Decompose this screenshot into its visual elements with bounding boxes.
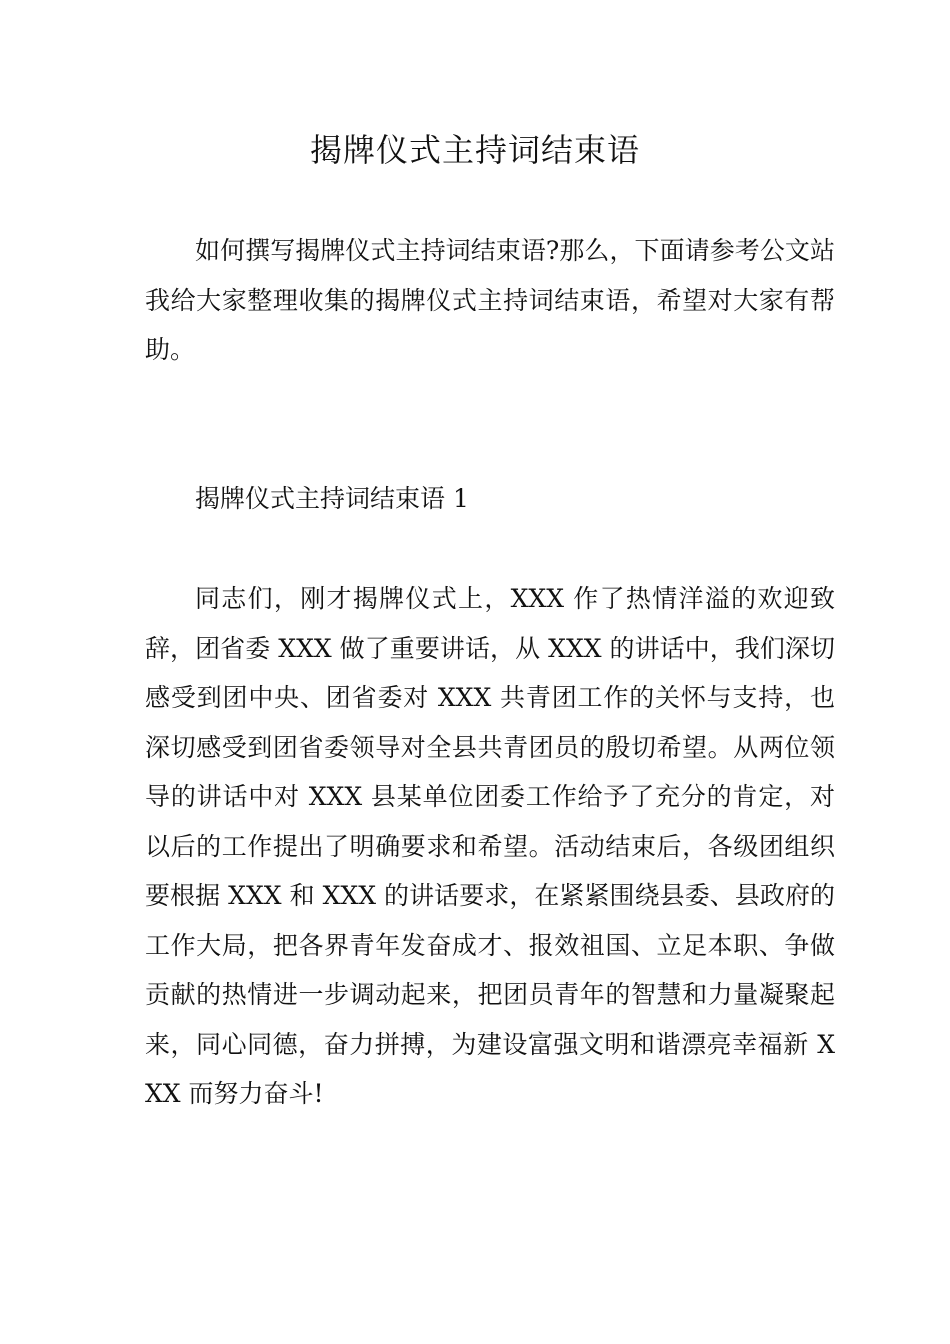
- intro-paragraph: 如何撰写揭牌仪式主持词结束语?那么，下面请参考公文站我给大家整理收集的揭牌仪式主持词结束语，希望对大家有帮助。: [145, 236, 835, 364]
- section-heading: 揭牌仪式主持词结束语 1: [195, 484, 469, 513]
- section-body-paragraph: 同志们，刚才揭牌仪式上，XXX 作了热情洋溢的欢迎致辞，团省委 XXX 做了重要讲话，从 XXX 的讲话中，我们深切感受到团中央、团省委对 XXX 共青团工作的关怀与支持，也深切感受到团省委领导对全县共青团员的殷切希望。从两位领导的讲话中对 XXX 县某单位团委工作给予了充分的肯定，对以后的工作提出了明确要求和希望。活动结束后，各级团组织要根据 XXX 和 XXX 的讲话要求，在紧紧围绕县委、县政府的工作大局，把各界青年发奋成才、报效祖国、立足本职、争做贡献的热情进一步调动起来，把团员青年的智慧和力量凝聚起来，同心同德，奋力拼搏，为建设富强文明和谐漂亮幸福新 XXX 而努力奋斗!: [145, 584, 835, 1108]
- document-title: 揭牌仪式主持词结束语: [309, 131, 640, 169]
